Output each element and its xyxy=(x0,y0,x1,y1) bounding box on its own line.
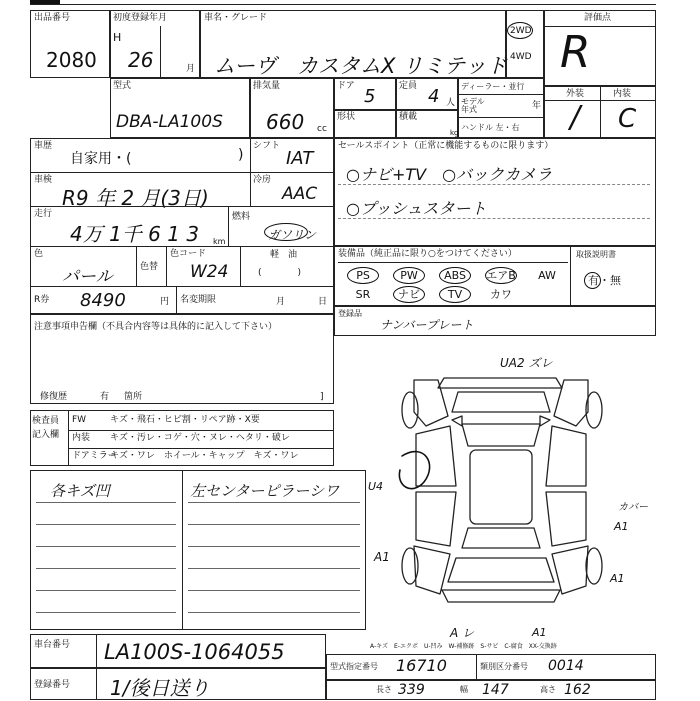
equipment-label: 装備品（純正品に限り○をつけてください） xyxy=(338,249,517,259)
use-label: 車歴 xyxy=(34,141,53,151)
drive-4wd: 4WD xyxy=(510,52,532,62)
dotted-rule xyxy=(338,184,650,185)
left-door-front xyxy=(416,426,456,486)
recycle-label: R券 xyxy=(34,295,50,305)
equipment-circle xyxy=(439,267,471,284)
rule xyxy=(68,430,334,431)
repair-has: 有 xyxy=(100,392,110,402)
inspector-row-text: キズ・汚レ・コゲ・穴・ヌレ・ヘタリ・破レ xyxy=(110,433,290,443)
sales-point-line2: ○プッシュスタート xyxy=(346,199,487,218)
class-number-value: 0014 xyxy=(548,658,584,674)
left-quarter xyxy=(414,546,450,594)
title-change-label: 名変期限 xyxy=(180,295,217,305)
use-close-paren: ) xyxy=(238,147,244,163)
equipment-circle xyxy=(485,267,517,284)
inspector-row-text: キズ・ワレ ホイール・キャップ キズ・ワレ xyxy=(110,451,299,461)
model-year-label: モデル年式 xyxy=(461,97,485,114)
rule xyxy=(544,100,656,101)
equipment-item: エアB xyxy=(486,269,516,282)
model-grade-label: 車名・グレード xyxy=(204,13,268,23)
ruled-line xyxy=(36,502,176,503)
other-equipment-label: 登録品 xyxy=(338,309,362,318)
interior-grade: C xyxy=(618,104,637,134)
ruled-line xyxy=(36,524,176,525)
inspector-label-1: 検査員 xyxy=(32,416,60,426)
damage-legend: A-キズ E-エクボ U-凹み W-補修跡 S-サビ C-腐食 XX-交換跡 xyxy=(370,643,557,650)
fuel-circle xyxy=(264,223,308,241)
type-value: DBA-LA100S xyxy=(116,112,223,132)
yen-unit: 円 xyxy=(160,297,170,307)
right-door-rear xyxy=(546,492,586,546)
inspection-value: R9 年 2 月(3日) xyxy=(62,186,209,210)
fuel-paren: ( ) xyxy=(258,268,302,278)
rule xyxy=(160,26,161,78)
displacement-value: 660 xyxy=(266,110,305,134)
repair-location-label: 箇所 xyxy=(124,392,143,402)
load-label: 積載 xyxy=(399,112,418,122)
equipment-circle xyxy=(347,267,379,284)
rule xyxy=(68,410,69,466)
ruled-line xyxy=(36,546,176,547)
rule xyxy=(30,172,334,173)
shift-value: IAT xyxy=(286,148,314,169)
rule xyxy=(228,206,229,246)
ruled-line xyxy=(188,590,360,591)
inspector-row-text: キズ・飛石・ヒビ割・リペア跡・X要 xyxy=(110,415,260,425)
equipment-item xyxy=(524,285,570,304)
rule xyxy=(30,206,334,207)
equipment-item: ナビ xyxy=(398,288,420,301)
doors-label: ドア xyxy=(337,81,355,91)
width-label: 幅 xyxy=(460,685,468,694)
right-mirror xyxy=(540,416,550,426)
manual-value: 有・無 xyxy=(588,274,621,287)
ruled-line xyxy=(188,502,360,503)
first-registration-label: 初度登録年月 xyxy=(113,13,168,23)
left-fender-outline xyxy=(414,380,448,426)
color-code-label: 色コード xyxy=(170,249,207,259)
ruled-line xyxy=(36,612,176,613)
capacity-unit: 人 xyxy=(446,98,456,108)
diagram-note-bottom-right: A1 xyxy=(532,626,547,639)
shift-label: シフト xyxy=(253,141,281,151)
ruled-line xyxy=(188,546,360,547)
height-label: 高さ xyxy=(540,685,556,694)
ruled-line xyxy=(188,524,360,525)
trunk-outline xyxy=(448,558,554,582)
color-change-label: 色替 xyxy=(140,262,159,272)
other-equipment-value: ナンバープレート xyxy=(380,318,474,332)
ruled-line xyxy=(36,590,176,591)
equipment-circle xyxy=(393,267,425,284)
dotted-rule xyxy=(338,218,650,219)
manual-label: 取扱説明書 xyxy=(576,250,616,259)
diagram-note-bottom-left: A レ xyxy=(450,626,475,640)
rule xyxy=(30,286,334,287)
score-value: R xyxy=(560,27,591,78)
kg-unit: kg xyxy=(450,129,459,137)
model-grade: ムーヴ カスタムX リミテッド xyxy=(214,54,508,78)
era-label: H xyxy=(113,31,122,44)
fuel-value: ガソリン xyxy=(268,228,317,242)
inspection-label: 車検 xyxy=(34,175,53,185)
car-damage-diagram xyxy=(366,346,656,646)
capacity-value: 4 xyxy=(428,86,440,107)
sales-points-box xyxy=(334,138,656,246)
model-designation-value: 16710 xyxy=(396,656,447,675)
first-registration-year: 26 xyxy=(128,48,154,72)
chassis-label: 車台番号 xyxy=(34,640,71,650)
color-value: パール xyxy=(62,267,113,287)
ruled-line xyxy=(188,612,360,613)
ruled-line xyxy=(188,568,360,569)
rule xyxy=(30,4,656,5)
exterior-label: 外装 xyxy=(566,89,585,99)
free-note-right: 左センターピラーシワ xyxy=(190,482,340,500)
capacity-label: 定員 xyxy=(399,81,418,91)
mileage-label: 走行 xyxy=(34,209,53,219)
rule xyxy=(458,117,544,118)
cc-unit: cc xyxy=(317,124,327,134)
equipment-circle xyxy=(393,286,425,303)
ruled-line xyxy=(36,568,176,569)
left-mirror xyxy=(452,416,462,426)
right-fender-outline xyxy=(554,380,588,426)
sales-point-line1: ○ナビ+TV ○バックカメラ xyxy=(346,165,553,184)
diagram-note-top: UA2 ズレ xyxy=(500,356,553,370)
month-unit: 月 xyxy=(186,64,196,74)
title-change-month: 月 xyxy=(276,297,286,307)
rear-right-wheel xyxy=(586,548,602,584)
width-value: 147 xyxy=(482,682,509,698)
hood-outline xyxy=(452,392,550,412)
rule xyxy=(600,86,601,138)
windshield-outline xyxy=(462,424,540,446)
diagram-note-left-low: A1 xyxy=(374,550,390,564)
color-label: 色 xyxy=(34,249,44,259)
rule xyxy=(240,246,241,286)
equipment-item: PS xyxy=(356,269,370,282)
rear-bumper-outline xyxy=(442,590,560,602)
rule xyxy=(458,94,544,95)
dealer-label: ディーラー・並行 xyxy=(461,82,525,91)
type-label: 型式 xyxy=(113,81,132,91)
lot-number: 2080 xyxy=(46,48,97,72)
rule xyxy=(476,654,477,680)
rule xyxy=(570,246,571,306)
equipment-item: AW xyxy=(538,269,556,282)
equipment-item: PW xyxy=(400,269,418,282)
equipment-item: TV xyxy=(447,288,463,301)
inspector-label-2: 記入欄 xyxy=(32,430,60,440)
equipment-item: カワ xyxy=(490,288,512,301)
year-unit: 年 xyxy=(532,101,542,111)
ac-value: AAC xyxy=(282,184,318,204)
rule xyxy=(166,246,167,286)
form-label: 形状 xyxy=(337,112,356,122)
equipment-circle xyxy=(439,286,471,303)
mileage-value: 4万 1千 6 1 3 xyxy=(70,222,200,246)
ac-label: 冷房 xyxy=(253,175,272,185)
model-designation-label: 型式指定番号 xyxy=(330,662,378,671)
height-value: 162 xyxy=(564,682,591,698)
doors-value: 5 xyxy=(364,86,376,107)
roof-outline xyxy=(470,450,532,524)
notes-label: 注意事項申告欄（不具合内容等は具体的に記入して下さい） xyxy=(34,322,278,332)
repair-label: 修復歴 xyxy=(40,392,68,402)
right-door-front xyxy=(546,426,586,486)
fuel-label: 燃料 xyxy=(232,212,251,222)
lot-number-label: 出品番号 xyxy=(34,13,71,23)
sales-points-label: セールスポイント（正常に機能するものに限ります） xyxy=(338,141,554,151)
inspector-row-key: ドアミラー xyxy=(72,451,117,461)
drive-2wd: 2WD xyxy=(510,26,532,36)
manual-circle xyxy=(584,272,601,289)
recycle-amount: 8490 xyxy=(80,290,126,311)
exterior-grade: / xyxy=(570,100,581,135)
drive-box xyxy=(506,10,544,78)
equipment-item: ABS xyxy=(444,269,466,282)
light-oil-label: 軽 油 xyxy=(270,250,298,260)
interior-label: 内装 xyxy=(613,89,632,99)
front-bumper-outline xyxy=(438,378,562,388)
class-number-label: 類別区分番号 xyxy=(480,662,528,671)
registration-number-label: 登録番号 xyxy=(34,680,71,690)
length-value: 339 xyxy=(398,682,425,698)
drive-2wd-circle xyxy=(507,22,533,39)
rule xyxy=(30,246,334,247)
repair-location-close: ] xyxy=(320,392,324,402)
inspector-row-key: 内装 xyxy=(72,433,91,443)
rule xyxy=(68,448,334,449)
diagram-note-right-low: A1 xyxy=(610,572,625,585)
equipment-item: SR xyxy=(355,288,371,301)
front-left-wheel xyxy=(402,392,418,428)
title-change-day: 日 xyxy=(318,297,328,307)
rule xyxy=(176,286,177,314)
left-door-rear xyxy=(416,492,456,546)
km-unit: km xyxy=(213,237,226,246)
use-value: 自家用・( xyxy=(70,151,132,167)
score-label: 評価点 xyxy=(584,13,612,23)
diagram-note-right-mid: A1 xyxy=(614,520,629,533)
displacement-label: 排気量 xyxy=(253,81,281,91)
rule xyxy=(136,246,137,286)
right-quarter xyxy=(552,546,588,594)
diagram-note-left-mid: U4 xyxy=(368,480,384,493)
handle-label: ハンドル 左・右 xyxy=(461,123,520,132)
inspector-row-key: FW xyxy=(72,415,87,425)
length-label: 長さ xyxy=(376,685,392,694)
rule xyxy=(182,470,183,630)
color-code-value: W24 xyxy=(190,262,229,282)
free-note-left: 各キズ凹 xyxy=(50,482,110,500)
chassis-number: LA100S-1064055 xyxy=(104,640,285,664)
diagram-note-right-top: カバー xyxy=(618,502,648,513)
rear-window-outline xyxy=(462,528,540,548)
rule xyxy=(338,262,568,263)
damage-scribble-left xyxy=(399,452,429,489)
registration-number: 1/後日送り xyxy=(110,676,210,700)
